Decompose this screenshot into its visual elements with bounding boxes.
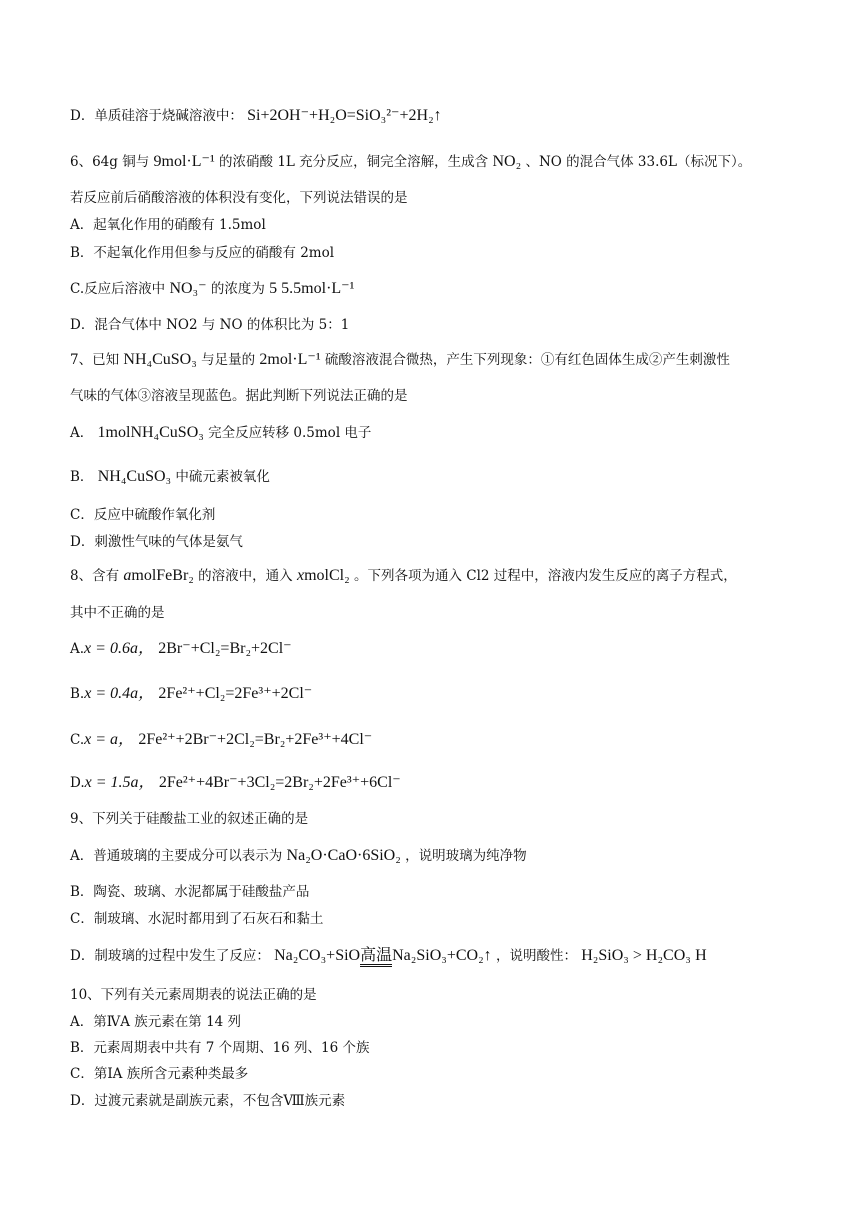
q5-d-label: D．单质硅溶于烧碱溶液中： xyxy=(70,108,243,124)
q7-b-label: B． xyxy=(70,469,94,485)
q10-stem: 10、下列有关元素周期表的说法正确的是 xyxy=(70,987,317,1003)
q8-cl2: molCl₂ xyxy=(304,567,350,584)
q7-stem-text: 7、已知 xyxy=(70,352,120,368)
q6-c-value: 5 5.5mol·L⁻¹ xyxy=(269,280,355,297)
q9-d-products: Na₂SiO₃+CO₂↑ xyxy=(392,947,492,964)
q9-stem: 9、下列关于硅酸盐工业的叙述正确的是 xyxy=(70,811,309,827)
q9-d-reactants: Na₂CO₃+SiO xyxy=(274,947,361,964)
q6-option-b: B．不起氧化作用但参与反应的硝酸有 2mol xyxy=(70,245,335,261)
q9-option-b: B．陶瓷、玻璃、水泥都属于硅酸盐产品 xyxy=(70,884,310,900)
q9-a-formula: Na₂O·CaO·6SiO₂ xyxy=(286,847,401,864)
q9-d-comparison: H₂SiO₃ > H₂CO₃ xyxy=(581,947,691,964)
q7-b-formula: NH₄CuSO₃ xyxy=(97,468,172,485)
q9-option-d xyxy=(70,946,707,966)
q7-a-label: A． xyxy=(70,425,94,441)
q5-option-d xyxy=(70,106,442,126)
q8-a-condition: x = 0.6a， xyxy=(84,640,154,657)
q8-d-equation: 2Fe²⁺+4Br⁻+3Cl₂=2Br₂+2Fe³⁺+6Cl⁻ xyxy=(158,774,401,791)
q8-c-equation: 2Fe²⁺+2Br⁻+2Cl₂=Br₂+2Fe³⁺+4Cl⁻ xyxy=(138,731,373,748)
q8-b-equation: 2Fe²⁺+Cl₂=2Fe³⁺+2Cl⁻ xyxy=(158,685,313,702)
q6-stem-line2: 若反应前后硝酸溶液的体积没有变化，下列说法错误的是 xyxy=(70,190,408,206)
q6-no2-formula: NO₂ xyxy=(492,153,522,170)
q10-option-a: A．第ⅣA 族元素在第 14 列 xyxy=(70,1014,242,1030)
q8-option-c xyxy=(70,730,372,750)
q9-option-a xyxy=(70,846,527,866)
q9-d-tail: H xyxy=(695,947,707,964)
q8-febr2: molFeBr₂ xyxy=(131,567,194,584)
q8-a-label: A. xyxy=(70,641,85,657)
q8-option-d xyxy=(70,773,401,793)
q8-stem-text: 的溶液中，通入 xyxy=(198,568,293,584)
q7-b-text: 中硫元素被氧化 xyxy=(175,469,270,485)
q8-c-condition: x = a， xyxy=(84,731,135,748)
q8-var-a: a xyxy=(123,567,132,584)
q9-d-text: ，说明酸性： xyxy=(495,948,577,964)
q8-option-b xyxy=(70,684,312,704)
q6-c-text: C.反应后溶液中 xyxy=(70,281,166,297)
q7-salt-formula: NH₄CuSO₃ xyxy=(123,351,197,368)
q8-c-label: C. xyxy=(70,732,85,748)
q7-option-b xyxy=(70,467,270,487)
q10-option-d: D．过渡元素就是副族元素，不包含Ⅷ族元素 xyxy=(70,1093,346,1109)
q8-var-x: x xyxy=(296,567,305,584)
q9-a-text: ，说明玻璃为纯净物 xyxy=(405,848,527,864)
q9-d-text: D．制玻璃的过程中发生了反应： xyxy=(70,948,270,964)
q7-option-c: C．反应中硫酸作氧化剂 xyxy=(70,507,216,523)
q9-d-condition: 高温 xyxy=(360,947,392,967)
q8-stem-line1 xyxy=(70,566,737,586)
q6-stem-text: 的浓硝酸 1L 充分反应，铜完全溶解，生成含 xyxy=(219,154,489,170)
q6-option-a: A．起氧化作用的硝酸有 1.5mol xyxy=(70,217,266,233)
q7-stem-line2: 气味的气体③溶液呈现蓝色。据此判断下列说法正确的是 xyxy=(70,388,408,404)
q8-b-label: B. xyxy=(70,686,85,702)
q10-option-b: B．元素周期表中共有 7 个周期、16 列、16 个族 xyxy=(70,1040,370,1056)
q9-option-c: C．制玻璃、水泥时都用到了石灰石和黏土 xyxy=(70,911,324,927)
q8-d-label: D. xyxy=(70,775,85,791)
q7-option-a xyxy=(70,423,371,443)
q6-stem-text: 、NO 的混合气体 33.6L（标况下）。 xyxy=(525,154,752,170)
q7-option-d: D．刺激性气味的气体是氨气 xyxy=(70,534,243,550)
q6-stem-text: 6、64g 铜与 xyxy=(70,154,150,170)
q7-a-text: 完全反应转移 0.5mol 电子 xyxy=(208,425,372,441)
q10-option-c: C．第ⅠA 族所含元素种类最多 xyxy=(70,1066,249,1082)
q5-d-equation: Si+2OH⁻+H₂O=SiO₃²⁻+2H₂↑ xyxy=(247,107,442,124)
q8-stem-line2: 其中不正确的是 xyxy=(70,605,165,621)
q6-concentration: 9mol·L⁻¹ xyxy=(153,153,215,170)
q6-c-ion: NO₃⁻ xyxy=(169,280,207,297)
q6-option-c xyxy=(70,279,354,299)
q8-option-a xyxy=(70,639,292,659)
q7-stem-text: 硫酸溶液混合微热，产生下列现象：①有红色固体生成②产生刺激性 xyxy=(324,352,730,368)
q8-stem-text: 。下列各项为通入 Cl2 过程中，溶液内发生反应的离子方程式， xyxy=(353,568,737,584)
q7-a-formula: 1molNH₄CuSO₃ xyxy=(97,424,204,441)
q6-stem-line1 xyxy=(70,152,751,172)
q6-c-text: 的浓度为 xyxy=(210,281,265,297)
q7-stem-line1 xyxy=(70,350,730,370)
q8-d-condition: x = 1.5a， xyxy=(84,774,155,791)
q7-concentration: 2mol·L⁻¹ xyxy=(259,351,321,368)
q7-stem-text: 与足量的 xyxy=(201,352,256,368)
q9-a-text: A．普通玻璃的主要成分可以表示为 xyxy=(70,848,283,864)
q8-b-condition: x = 0.4a， xyxy=(84,685,155,702)
q8-stem-text: 8、含有 xyxy=(70,568,120,584)
q6-option-d: D．混合气体中 NO2 与 NO 的体积比为 5：1 xyxy=(70,317,350,333)
q8-a-equation: 2Br⁻+Cl₂=Br₂+2Cl⁻ xyxy=(158,640,292,657)
